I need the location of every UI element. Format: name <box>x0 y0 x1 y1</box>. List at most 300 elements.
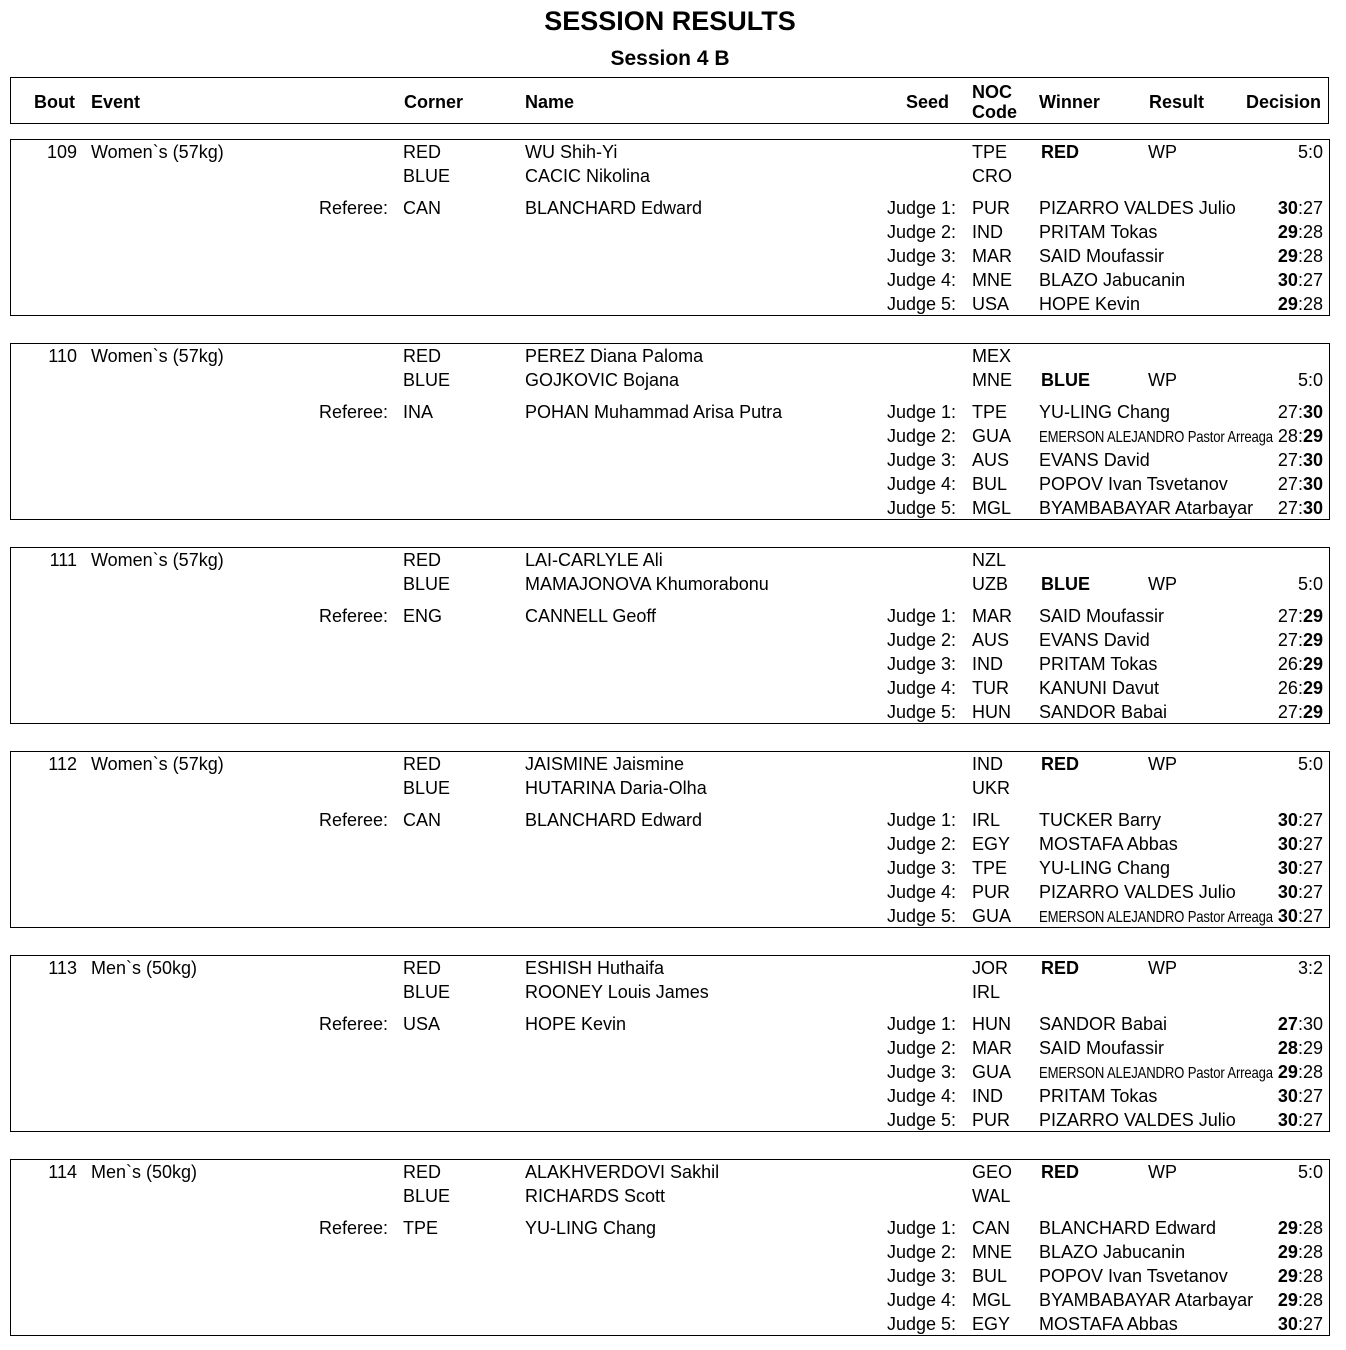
judge-label: Judge 4: <box>887 270 957 290</box>
red-corner: RED <box>403 142 442 162</box>
judge-noc: BUL <box>972 474 1008 494</box>
score-red: 27 <box>1277 630 1298 650</box>
judge-score <box>1211 1313 1323 1335</box>
judge-score <box>1211 449 1323 471</box>
judge-noc: EGY <box>972 834 1011 854</box>
judge-name: PIZARRO VALDES Julio <box>1039 882 1236 902</box>
score-red: 30 <box>1277 882 1298 902</box>
decision: 5:0 <box>1297 142 1323 162</box>
score-blue: 29 <box>1302 606 1323 626</box>
score-blue: 27 <box>1302 1086 1323 1106</box>
judge-noc: IND <box>972 654 1003 674</box>
judge-label: Judge 2: <box>887 1038 957 1058</box>
red-corner: RED <box>403 346 442 366</box>
red-corner: RED <box>403 550 442 570</box>
judge-score <box>1211 677 1323 699</box>
result: WP <box>1148 754 1177 774</box>
red-noc: JOR <box>972 958 1008 978</box>
blue-noc: UKR <box>972 778 1011 798</box>
score-red: 30 <box>1277 1110 1298 1130</box>
judge-noc: TUR <box>972 678 1009 698</box>
score-separator: : <box>1297 834 1303 854</box>
red-corner: RED <box>403 958 442 978</box>
score-separator: : <box>1297 270 1303 290</box>
score-blue: 29 <box>1302 654 1323 674</box>
score-separator: : <box>1297 1266 1303 1286</box>
judge-label: Judge 2: <box>887 426 957 446</box>
judge-label: Judge 1: <box>887 1014 957 1034</box>
judge-noc: GUA <box>972 906 1012 926</box>
blue-noc: IRL <box>972 982 1001 1002</box>
score-separator: : <box>1297 606 1303 626</box>
score-blue: 27 <box>1302 1314 1323 1334</box>
blue-noc: CRO <box>972 166 1012 186</box>
score-separator: : <box>1297 702 1303 722</box>
judge-label: Judge 1: <box>887 606 957 626</box>
referee-name: BLANCHARD Edward <box>525 810 703 830</box>
judge-score <box>1211 269 1323 291</box>
judge-noc: IND <box>972 1086 1003 1106</box>
judge-name: BLANCHARD Edward <box>1039 1218 1217 1238</box>
score-red: 26 <box>1277 654 1298 674</box>
judge-name: YU-LING Chang <box>1039 858 1171 878</box>
judge-label: Judge 3: <box>887 450 957 470</box>
score-red: 30 <box>1277 1086 1298 1106</box>
judge-score <box>1211 605 1323 627</box>
judge-noc: EGY <box>972 1314 1011 1334</box>
judge-name: BYAMBABAYAR Atarbayar <box>1039 498 1254 518</box>
judge-noc: MNE <box>972 270 1012 290</box>
bout-event: Men`s (50kg) <box>91 958 198 978</box>
judge-label: Judge 1: <box>887 810 957 830</box>
judge-name: BLAZO Jabucanin <box>1039 270 1186 290</box>
bout-number: 113 <box>48 958 77 978</box>
winner: RED <box>1041 754 1080 774</box>
blue-corner: BLUE <box>403 166 451 186</box>
score-blue: 28 <box>1302 1266 1323 1286</box>
score-separator: : <box>1297 678 1303 698</box>
referee-label: Referee: <box>319 198 389 218</box>
judge-score <box>1211 701 1323 723</box>
blue-name: GOJKOVIC Bojana <box>525 370 680 390</box>
score-separator: : <box>1297 1110 1303 1130</box>
judge-label: Judge 3: <box>887 654 957 674</box>
winner: RED <box>1041 142 1080 162</box>
judge-noc: GUA <box>972 426 1012 446</box>
referee-noc: CAN <box>403 810 442 830</box>
red-noc: GEO <box>972 1162 1013 1182</box>
score-separator: : <box>1297 1218 1303 1238</box>
score-red: 27 <box>1277 606 1298 626</box>
judge-label: Judge 5: <box>887 1110 957 1130</box>
score-red: 27 <box>1277 702 1298 722</box>
judge-label: Judge 2: <box>887 222 957 242</box>
judge-name: MOSTAFA Abbas <box>1039 1314 1178 1334</box>
referee-name: YU-LING Chang <box>525 1218 657 1238</box>
score-blue: 28 <box>1302 246 1323 266</box>
blue-name: MAMAJONOVA Khumorabonu <box>525 574 769 594</box>
red-name: WU Shih-Yi <box>525 142 618 162</box>
score-red: 30 <box>1277 1314 1298 1334</box>
score-red: 27 <box>1277 474 1298 494</box>
referee-label: Referee: <box>319 606 389 626</box>
blue-noc: UZB <box>972 574 1008 594</box>
red-noc: TPE <box>972 142 1008 162</box>
judge-noc: MGL <box>972 1290 1012 1310</box>
judge-score <box>1211 497 1323 519</box>
score-blue: 28 <box>1302 294 1323 314</box>
blue-name: ROONEY Louis James <box>525 982 709 1002</box>
referee-label: Referee: <box>319 1014 389 1034</box>
judge-noc: MAR <box>972 1038 1012 1058</box>
blue-noc: MNE <box>972 370 1012 390</box>
judge-name: EVANS David <box>1039 450 1150 470</box>
judge-name: BYAMBABAYAR Atarbayar <box>1039 1290 1254 1310</box>
score-separator: : <box>1297 294 1303 314</box>
score-separator: : <box>1297 630 1303 650</box>
judge-name: PRITAM Tokas <box>1039 1086 1158 1106</box>
blue-corner: BLUE <box>403 574 451 594</box>
judge-score <box>1211 473 1323 495</box>
score-red: 29 <box>1277 1290 1298 1310</box>
score-blue: 28 <box>1302 1218 1323 1238</box>
judge-label: Judge 4: <box>887 678 957 698</box>
score-separator: : <box>1297 402 1303 422</box>
judge-noc: TPE <box>972 858 1008 878</box>
header-code: Code <box>972 102 1017 122</box>
judge-name: PRITAM Tokas <box>1039 654 1158 674</box>
bout-event: Men`s (50kg) <box>91 1162 198 1182</box>
referee-noc: TPE <box>403 1218 439 1238</box>
score-red: 28 <box>1277 426 1298 446</box>
judge-noc: HUN <box>972 1014 1011 1034</box>
judge-label: Judge 5: <box>887 1314 957 1334</box>
judge-name: SANDOR Babai <box>1039 702 1168 722</box>
score-red: 29 <box>1277 1218 1298 1238</box>
judge-score <box>1211 857 1323 879</box>
judge-score <box>1211 1061 1323 1083</box>
score-red: 27 <box>1277 450 1298 470</box>
score-blue: 29 <box>1302 426 1323 446</box>
judge-name: BLAZO Jabucanin <box>1039 1242 1186 1262</box>
score-blue: 29 <box>1302 702 1323 722</box>
score-blue: 27 <box>1302 882 1323 902</box>
judge-score <box>1211 1217 1323 1239</box>
score-separator: : <box>1297 1290 1303 1310</box>
score-blue: 30 <box>1302 450 1323 470</box>
judge-name: POPOV Ivan Tsvetanov <box>1039 474 1228 494</box>
judge-noc: TPE <box>972 402 1008 422</box>
judge-score <box>1211 1265 1323 1287</box>
judge-label: Judge 4: <box>887 882 957 902</box>
score-red: 29 <box>1277 246 1298 266</box>
judge-name: POPOV Ivan Tsvetanov <box>1039 1266 1228 1286</box>
score-red: 29 <box>1277 222 1298 242</box>
score-red: 30 <box>1277 834 1298 854</box>
judge-noc: GUA <box>972 1062 1012 1082</box>
page-subtitle: Session 4 B <box>610 47 730 70</box>
referee-name: CANNELL Geoff <box>525 606 657 626</box>
result: WP <box>1148 958 1177 978</box>
score-separator: : <box>1297 450 1303 470</box>
judge-name: EVANS David <box>1039 630 1150 650</box>
blue-name: RICHARDS Scott <box>525 1186 666 1206</box>
judge-score <box>1211 1241 1323 1263</box>
bout-number: 112 <box>48 754 77 774</box>
winner: BLUE <box>1041 574 1090 594</box>
score-separator: : <box>1297 1062 1303 1082</box>
judge-noc: MNE <box>972 1242 1012 1262</box>
judge-noc: MAR <box>972 246 1012 266</box>
header-decision: Decision <box>1246 92 1322 112</box>
judge-label: Judge 4: <box>887 1086 957 1106</box>
referee-noc: CAN <box>403 198 442 218</box>
judge-score <box>1211 629 1323 651</box>
decision: 5:0 <box>1297 754 1323 774</box>
decision: 5:0 <box>1297 574 1323 594</box>
score-red: 27 <box>1277 402 1298 422</box>
judge-score <box>1211 1085 1323 1107</box>
blue-corner: BLUE <box>403 778 451 798</box>
red-name: LAI-CARLYLE Ali <box>525 550 663 570</box>
score-red: 28 <box>1277 1038 1298 1058</box>
score-red: 30 <box>1277 810 1298 830</box>
judge-noc: AUS <box>972 450 1010 470</box>
score-blue: 29 <box>1302 1038 1323 1058</box>
score-separator: : <box>1297 654 1303 674</box>
score-blue: 30 <box>1302 402 1323 422</box>
judge-noc: PUR <box>972 1110 1011 1130</box>
judge-label: Judge 1: <box>887 402 957 422</box>
judge-name: TUCKER Barry <box>1039 810 1162 830</box>
referee-label: Referee: <box>319 1218 389 1238</box>
blue-name: HUTARINA Daria-Olha <box>525 778 707 798</box>
score-blue: 27 <box>1302 834 1323 854</box>
judge-score <box>1211 221 1323 243</box>
red-noc: NZL <box>972 550 1007 570</box>
judge-name: EMERSON ALEJANDRO Pastor Arreaga <box>1039 1065 1273 1082</box>
bout-event: Women`s (57kg) <box>91 346 224 366</box>
referee-name: BLANCHARD Edward <box>525 198 703 218</box>
judge-score <box>1211 881 1323 903</box>
judge-score <box>1211 1109 1323 1131</box>
score-separator: : <box>1297 198 1303 218</box>
bout-event: Women`s (57kg) <box>91 550 224 570</box>
referee-name: POHAN Muhammad Arisa Putra <box>525 402 783 422</box>
judge-name: EMERSON ALEJANDRO Pastor Arreaga <box>1039 429 1273 446</box>
score-blue: 29 <box>1302 678 1323 698</box>
judge-score <box>1211 401 1323 423</box>
judge-noc: MAR <box>972 606 1012 626</box>
score-red: 27 <box>1277 1014 1298 1034</box>
result: WP <box>1148 370 1177 390</box>
score-separator: : <box>1297 1314 1303 1334</box>
header-seed: Seed <box>906 92 950 112</box>
referee-label: Referee: <box>319 810 389 830</box>
judge-name: PRITAM Tokas <box>1039 222 1158 242</box>
bout-event: Women`s (57kg) <box>91 142 224 162</box>
score-separator: : <box>1297 882 1303 902</box>
score-separator: : <box>1297 498 1303 518</box>
judge-score <box>1211 653 1323 675</box>
score-blue: 27 <box>1302 198 1323 218</box>
bout-number: 111 <box>49 550 77 570</box>
red-noc: IND <box>972 754 1003 774</box>
judge-score <box>1211 1037 1323 1059</box>
judge-noc: PUR <box>972 198 1011 218</box>
score-blue: 28 <box>1302 222 1323 242</box>
judge-name: PIZARRO VALDES Julio <box>1039 1110 1236 1130</box>
referee-noc: USA <box>403 1014 441 1034</box>
judge-name: SANDOR Babai <box>1039 1014 1168 1034</box>
score-separator: : <box>1297 426 1303 446</box>
score-red: 30 <box>1277 270 1298 290</box>
judge-label: Judge 4: <box>887 474 957 494</box>
score-blue: 27 <box>1302 1110 1323 1130</box>
referee-noc: ENG <box>403 606 443 626</box>
bout-block <box>10 955 1330 1132</box>
red-name: PEREZ Diana Paloma <box>525 346 704 366</box>
header-winner: Winner <box>1039 92 1100 112</box>
bout-block <box>10 139 1330 316</box>
referee-label: Referee: <box>319 402 389 422</box>
score-blue: 27 <box>1302 858 1323 878</box>
score-red: 30 <box>1277 858 1298 878</box>
judge-noc: PUR <box>972 882 1011 902</box>
score-separator: : <box>1297 1014 1303 1034</box>
result: WP <box>1148 574 1177 594</box>
bout-block <box>10 751 1330 928</box>
winner: RED <box>1041 1162 1080 1182</box>
judge-noc: USA <box>972 294 1010 314</box>
judge-name: YU-LING Chang <box>1039 402 1171 422</box>
judge-label: Judge 3: <box>887 246 957 266</box>
judge-score <box>1211 905 1323 927</box>
red-corner: RED <box>403 1162 442 1182</box>
judge-label: Judge 2: <box>887 630 957 650</box>
header-name: Name <box>525 92 575 112</box>
score-blue: 30 <box>1302 498 1323 518</box>
red-name: JAISMINE Jaismine <box>525 754 685 774</box>
red-noc: MEX <box>972 346 1012 366</box>
referee-name: HOPE Kevin <box>525 1014 627 1034</box>
header-result: Result <box>1149 92 1205 112</box>
header-bout: Bout <box>34 92 75 112</box>
score-red: 29 <box>1277 1062 1298 1082</box>
judge-name: SAID Moufassir <box>1039 246 1165 266</box>
blue-noc: WAL <box>972 1186 1011 1206</box>
score-separator: : <box>1297 1242 1303 1262</box>
header-event: Event <box>91 92 141 112</box>
result: WP <box>1148 142 1177 162</box>
bout-block <box>10 547 1330 724</box>
header-noc: NOC <box>972 82 1012 102</box>
score-red: 27 <box>1277 498 1298 518</box>
red-name: ESHISH Huthaifa <box>525 958 665 978</box>
score-separator: : <box>1297 246 1303 266</box>
judge-score <box>1211 809 1323 831</box>
decision: 5:0 <box>1297 370 1323 390</box>
bout-block <box>10 343 1330 520</box>
judge-label: Judge 1: <box>887 1218 957 1238</box>
score-blue: 28 <box>1302 1242 1323 1262</box>
bout-block <box>10 1159 1330 1336</box>
judge-label: Judge 5: <box>887 498 957 518</box>
score-red: 29 <box>1277 1242 1298 1262</box>
score-blue: 29 <box>1302 630 1323 650</box>
judge-noc: IND <box>972 222 1003 242</box>
judge-name: PIZARRO VALDES Julio <box>1039 198 1236 218</box>
decision: 3:2 <box>1297 958 1323 978</box>
result: WP <box>1148 1162 1177 1182</box>
score-separator: : <box>1297 1038 1303 1058</box>
score-red: 26 <box>1277 678 1298 698</box>
judge-label: Judge 5: <box>887 294 957 314</box>
column-header-row <box>10 77 1329 124</box>
referee-noc: INA <box>403 402 434 422</box>
score-blue: 27 <box>1302 270 1323 290</box>
score-red: 29 <box>1277 1266 1298 1286</box>
judge-name: KANUNI Davut <box>1039 678 1160 698</box>
judge-name: EMERSON ALEJANDRO Pastor Arreaga <box>1039 909 1273 926</box>
judge-score <box>1211 245 1323 267</box>
blue-corner: BLUE <box>403 370 451 390</box>
bout-number: 110 <box>48 346 77 366</box>
judge-score <box>1211 833 1323 855</box>
judge-label: Judge 5: <box>887 702 957 722</box>
score-blue: 30 <box>1302 1014 1323 1034</box>
judge-score <box>1211 293 1323 315</box>
judge-label: Judge 3: <box>887 1266 957 1286</box>
score-separator: : <box>1297 222 1303 242</box>
bout-number: 109 <box>46 142 77 162</box>
bout-event: Women`s (57kg) <box>91 754 224 774</box>
blue-corner: BLUE <box>403 982 451 1002</box>
blue-corner: BLUE <box>403 1186 451 1206</box>
score-blue: 28 <box>1302 1290 1323 1310</box>
judge-score <box>1211 425 1323 447</box>
score-red: 30 <box>1277 198 1298 218</box>
header-corner: Corner <box>404 92 464 112</box>
score-separator: : <box>1297 858 1303 878</box>
page-title: SESSION RESULTS <box>544 6 796 36</box>
judge-score <box>1211 1289 1323 1311</box>
score-separator: : <box>1297 474 1303 494</box>
judge-label: Judge 3: <box>887 1062 957 1082</box>
score-separator: : <box>1297 1086 1303 1106</box>
winner: RED <box>1041 958 1080 978</box>
red-corner: RED <box>403 754 442 774</box>
score-blue: 30 <box>1302 474 1323 494</box>
judge-noc: MGL <box>972 498 1012 518</box>
judge-score <box>1211 197 1323 219</box>
judge-name: MOSTAFA Abbas <box>1039 834 1178 854</box>
score-red: 29 <box>1277 294 1298 314</box>
judge-label: Judge 3: <box>887 858 957 878</box>
judge-label: Judge 1: <box>887 198 957 218</box>
score-separator: : <box>1297 906 1303 926</box>
judge-noc: BUL <box>972 1266 1008 1286</box>
winner: BLUE <box>1041 370 1090 390</box>
judge-label: Judge 4: <box>887 1290 957 1310</box>
blue-name: CACIC Nikolina <box>525 166 651 186</box>
judge-name: SAID Moufassir <box>1039 1038 1165 1058</box>
judge-label: Judge 2: <box>887 834 957 854</box>
score-blue: 28 <box>1302 1062 1323 1082</box>
bout-number: 114 <box>48 1162 77 1182</box>
score-red: 30 <box>1277 906 1298 926</box>
judge-name: SAID Moufassir <box>1039 606 1165 626</box>
